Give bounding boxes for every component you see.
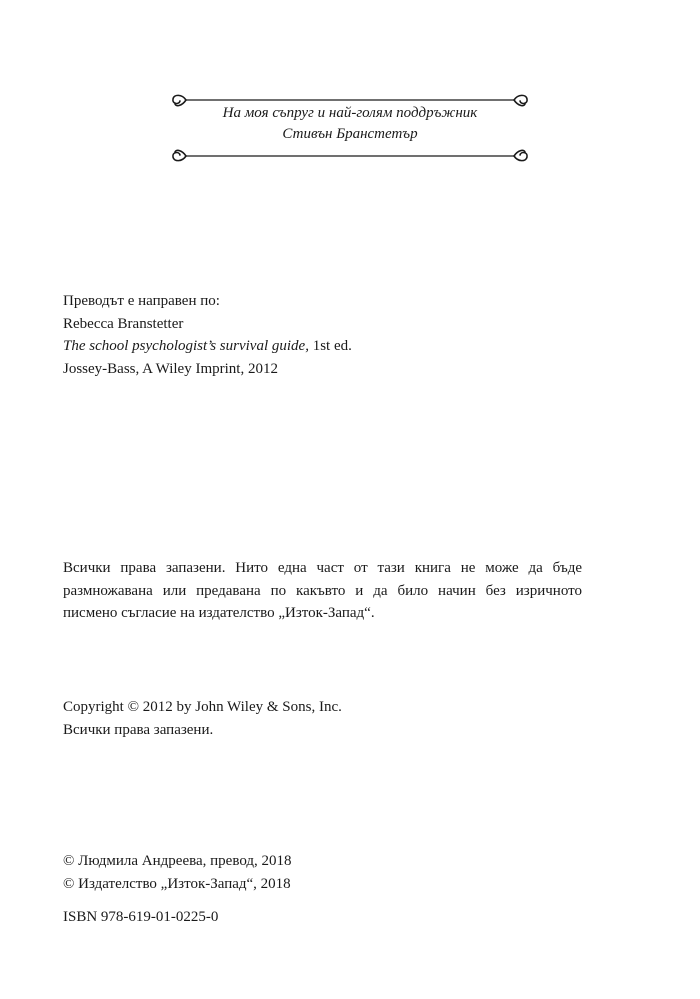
rights-notice	[63, 557, 582, 625]
isbn: ISBN 978-619-01-0225-0	[63, 909, 219, 925]
publisher-credit: © Издателство „Изток-Запад“, 2018	[63, 875, 291, 892]
dedication-block	[170, 90, 530, 166]
original-edition: 1st ed.	[308, 338, 352, 354]
original-publisher: Jossey-Bass, A Wiley Imprint, 2012	[63, 360, 278, 377]
original-title: The school psychologist’s survival guide,	[63, 338, 309, 354]
copyright-block	[63, 696, 643, 741]
translation-source	[63, 290, 643, 380]
rights-line-3: писмено съгласие на издателство „Изток-Запад“.	[63, 605, 375, 621]
copyright-rights: Всички права запазени.	[63, 721, 214, 738]
isbn-block	[63, 906, 643, 929]
original-author: Rebecca Branstetter	[63, 315, 184, 332]
rights-line-1: Всички права запазени. Нито една част от тази книга не може да бъде	[63, 560, 582, 576]
dedication-line-1: На моя съпруг и най-голям поддръжник	[222, 105, 478, 121]
original-title-line	[63, 335, 643, 358]
copyright-line: Copyright © 2012 by John Wiley & Sons, Inc.	[63, 699, 342, 715]
rights-line-2: размножавана или предавана по какъвто и да било начин без изричното	[63, 582, 582, 599]
dedication-text	[170, 103, 530, 145]
translator-credit: © Людмила Андреева, превод, 2018	[63, 853, 292, 869]
translation-intro: Преводът е направен по:	[63, 293, 220, 309]
dedication-line-2: Стивън Бранстетър	[282, 126, 418, 142]
credits-block	[63, 850, 643, 895]
ornament-rule-bottom	[170, 146, 530, 166]
